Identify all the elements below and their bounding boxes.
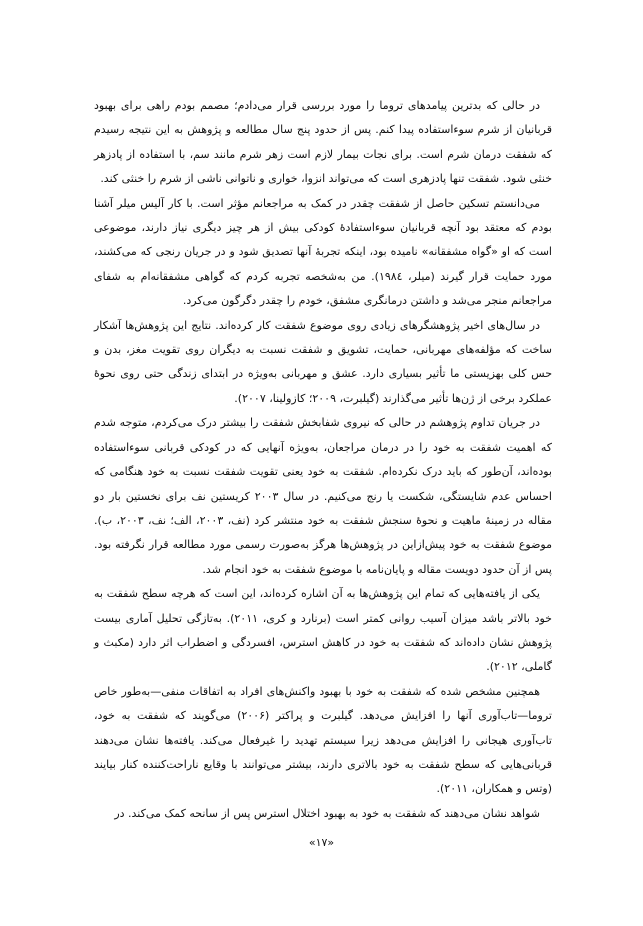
paragraph-3: در سال‌های اخیر پژوهشگرهای زیادی روی موضوع شفقت کار کرده‌اند. نتایج این پژوهش‌ها آشکار ساخت که مؤلفه‌های مهربانی، حمایت، تشویق و شفقت نسبت به دیگران روی تقویت مغز، بدن و حس کلی بهزیستی ما تأثیر بسیاری دارد. عشق و مهربانی به‌ویژه در ابتدای زندگی حتی روی نحوهٔ عملکرد برخی از ژن‌ها تأثیر می‌گذارند (گیلبرت، ۲۰۰۹؛ کازولینا، ۲۰۰۷). (94, 318, 552, 405)
paragraph-1: در حالی که بدترین پیامدهای تروما را مورد بررسی قرار می‌دادم؛ مصمم بودم راهی برای بهبود قربانیان از شرم سوءاستفاده پیدا کنم. پس از حدود پنج سال مطالعه و پژوهش به این نتیجه رسیدم که شفقت درمان شرم است. برای نجات بیمار لازم است زهر شرم مانند سم، با استفاده از پادزهر خنثی شود. شفقت تنها پادزهری است که می‌تواند انزوا، خواری و ناتوانی ناشی از شرم را خنثی کند. (94, 99, 552, 186)
paragraph-4: در جریان تداوم پژوهشم در حالی که نیروی شفابخش شفقت را بیشتر درک می‌کردم، متوجه شدم که اهمیت شفقت به خود را در درمان مراجعان، به‌ویژه آنهایی که در کودکی قربانی سوءاستفاده بوده‌اند، آن‌طور که باید درک نکرده‌ام. شفقت به خود یعنی تقویت شفقت نسبت به خود هنگامی که احساس عدم شایستگی، شکست یا رنج می‌کنیم. در سال ۲۰۰۳ کریستین نف برای نخستین بار دو مقاله در زمینهٔ ماهیت و نحوهٔ سنجش شفقت به خود منتشر کرد (نف، ۲۰۰۳، الف؛ نف، ۲۰۰۳، ب). موضوع شفقت به خود پیش‌ازاین در پژوهش‌ها هرگز به‌صورت رسمی مورد مطالعه قرار نگرفته بود. پس از آن حدود دویست مقاله و پایان‌نامه با موضوع شفقت به خود انجام شد. (94, 416, 552, 576)
body-text (94, 94, 552, 826)
paragraph-6: همچنین مشخص شده که شفقت به خود با بهبود واکنش‌های افراد به اتفاقات منفی—به‌طور خاص تروما—تاب‌آوری آنها را افزایش می‌دهد. گیلبرت و پراکتر (۲۰۰۶) می‌گویند که شفقت به خود، تاب‌آوری هیجانی را افزایش می‌دهد زیرا سیستم تهدید را غیرفعال می‌کند. یافته‌ها نشان می‌دهند قربانی‌هایی که سطح شفقت به خود بالاتری دارند، بیشتر می‌توانند با وقایع ناراحت‌کننده کنار بیایند (وتس و همکاران، ۲۰۱۱). (94, 684, 552, 796)
paragraph-2: می‌دانستم تسکین حاصل از شفقت چقدر در کمک به مراجعانم مؤثر است. با کار آلیس میلر آشنا بودم که معتقد بود آنچه قربانیان سوءاستفادهٔ کودکی بیش از هر چیز دیگری نیاز دارند، موضوعی است که او «گواه مشفقانه» نامیده بود، اینکه تجربهٔ آنها تصدیق شود و در جریان رنجی که می‌کشند، مورد حمایت قرار گیرند (میلر، ۱۹۸٤). من به‌شخصه تجربه کردم که گواهی مشفقانه‌ام به شفای مراجعانم منجر می‌شد و داشتن درمانگری مشفق، خودم را چقدر دگرگون می‌کرد. (94, 196, 552, 308)
paragraph-7: شواهد نشان می‌دهند که شفقت به خود به بهبود اختلال استرس پس از سانحه کمک می‌کند. در (114, 806, 540, 820)
page-number: «۱۷» (308, 836, 335, 849)
paragraph-5: یکی از یافته‌هایی که تمام این پژوهش‌ها به آن اشاره کرده‌اند، این است که هرچه سطح شفقت به خود بالاتر باشد میزان آسیب روانی کمتر است (برنارد و کری، ۲۰۱۱). به‌تازگی تحلیل آماری بیست پژوهش نشان داده‌اند که شفقت به خود در کاهش استرس، افسردگی و اضطراب اثر دارد (مکبث و گاملی، ۲۰۱۲). (94, 587, 552, 674)
